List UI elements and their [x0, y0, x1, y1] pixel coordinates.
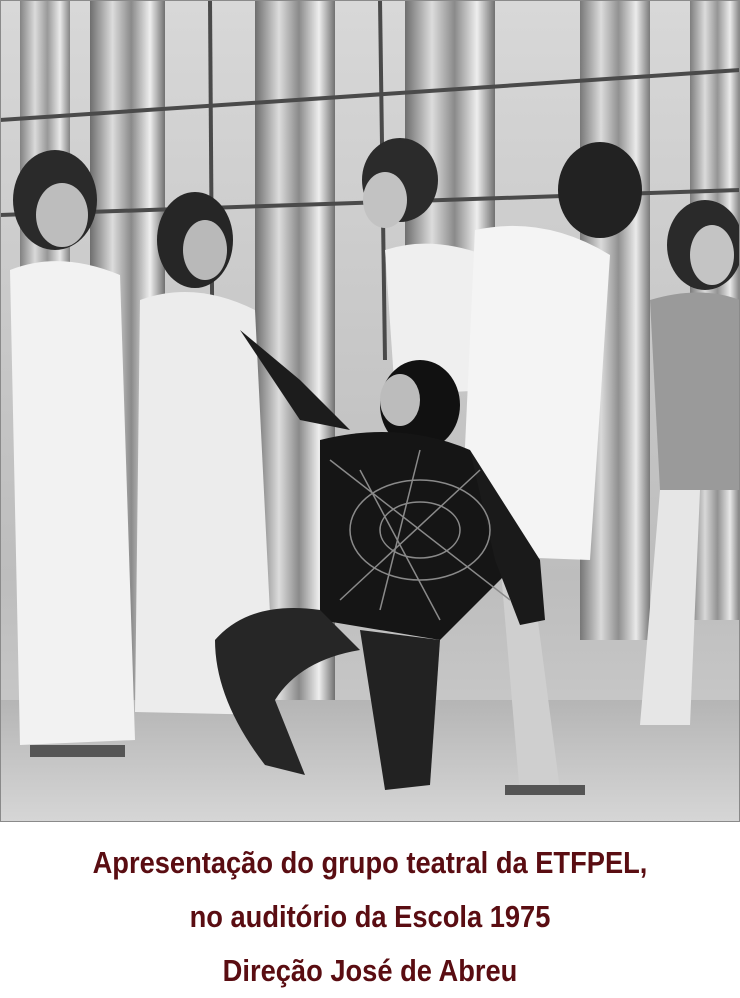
- caption-line-2: no auditório da Escola 1975: [189, 899, 551, 934]
- caption-line-1: Apresentação do grupo teatral da ETFPEL,: [92, 845, 648, 880]
- caption-line-3: Direção José de Abreu: [222, 953, 518, 988]
- photo-caption: [0, 836, 740, 998]
